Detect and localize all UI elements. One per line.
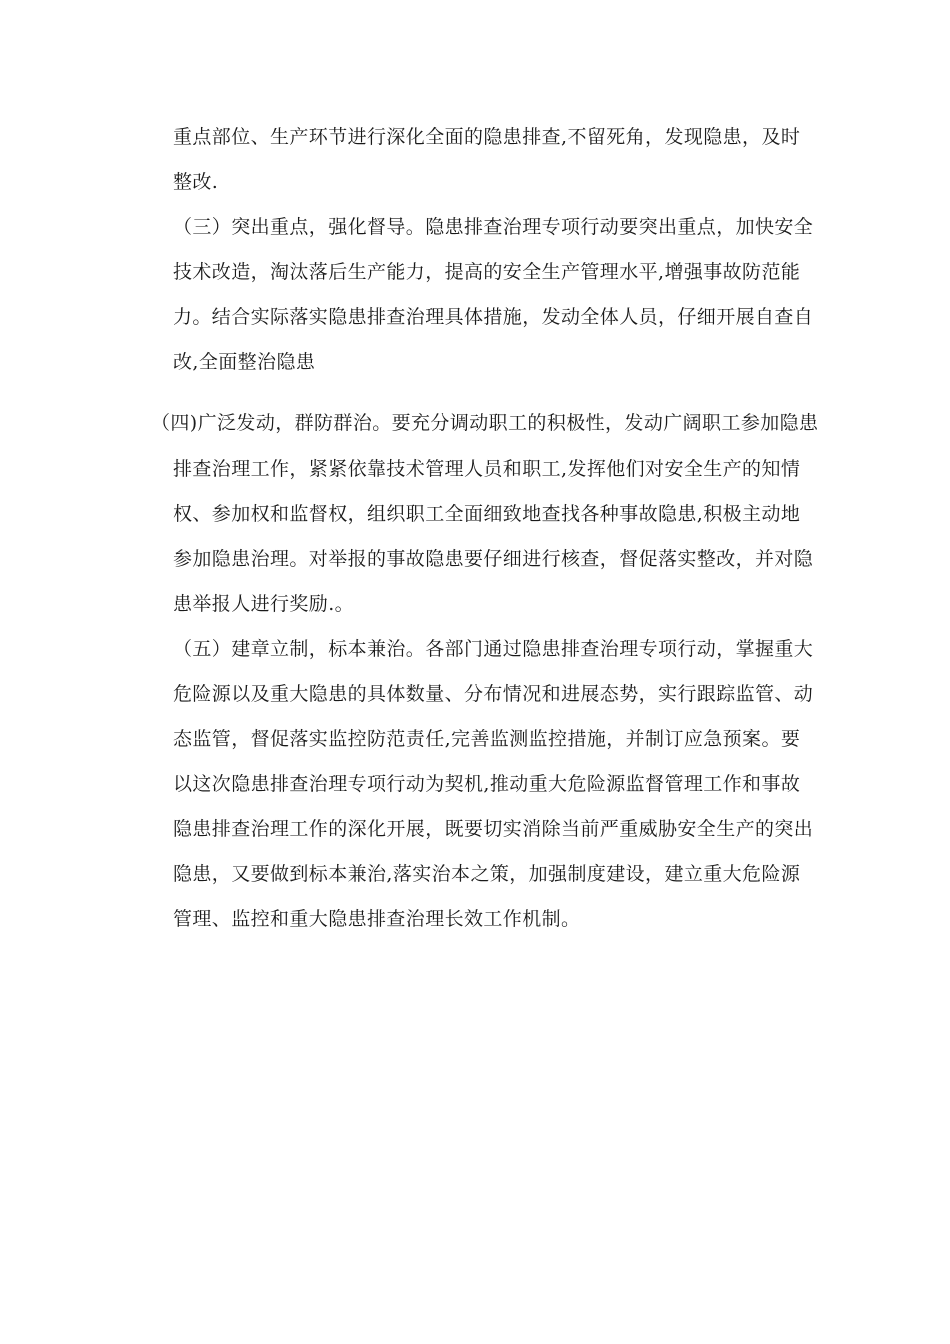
- text-line: 管理、监控和重大隐患排查治理长效工作机制。: [173, 908, 581, 930]
- text-line: （四)广泛发动，群防群治。要充分调动职工的积极性，发动广阔职工参加隐患: [151, 412, 819, 434]
- text-line: 危险源以及重大隐患的具体数量、分布情况和进展态势，实行跟踪监管、动: [173, 683, 814, 705]
- text-line: 整改.: [173, 171, 219, 193]
- text-line: 态监管，督促落实监控防范责任,完善监测监控措施，并制订应急预案。要: [173, 728, 801, 750]
- text-line: 改,全面整治隐患: [173, 351, 316, 373]
- text-line: 以这次隐患排查治理专项行动为契机,推动重大危险源监督管理工作和事故: [173, 773, 801, 795]
- text-line: 隐患排查治理工作的深化开展，既要切实消除当前严重威胁安全生产的突出: [173, 818, 814, 840]
- text-line: 参加隐患治理。对举报的事故隐患要仔细进行核查，督促落实整改，并对隐: [173, 548, 814, 570]
- text-line: 权、参加权和监督权，组织职工全面细致地查找各种事故隐患,积极主动地: [173, 503, 801, 525]
- text-line: （五）建章立制，标本兼治。各部门通过隐患排查治理专项行动，掌握重大: [173, 638, 814, 660]
- text-line: 技术改造，淘汰落后生产能力，提高的安全生产管理水平,增强事故防范能: [173, 261, 801, 283]
- text-line: 排查治理工作，紧紧依靠技术管理人员和职工,发挥他们对安全生产的知情: [173, 458, 801, 480]
- text-line: 患举报人进行奖励.。: [173, 593, 355, 615]
- text-line: 力。结合实际落实隐患排查治理具体措施，发动全体人员，仔细开展自查自: [173, 306, 814, 328]
- text-line: （三）突出重点，强化督导。隐患排查治理专项行动要突出重点，加快安全: [173, 216, 814, 238]
- text-line: 重点部位、生产环节进行深化全面的隐患排查,不留死角，发现隐患，及时: [173, 126, 801, 148]
- text-line: 隐患，又要做到标本兼治,落实治本之策，加强制度建设，建立重大危险源: [173, 863, 801, 885]
